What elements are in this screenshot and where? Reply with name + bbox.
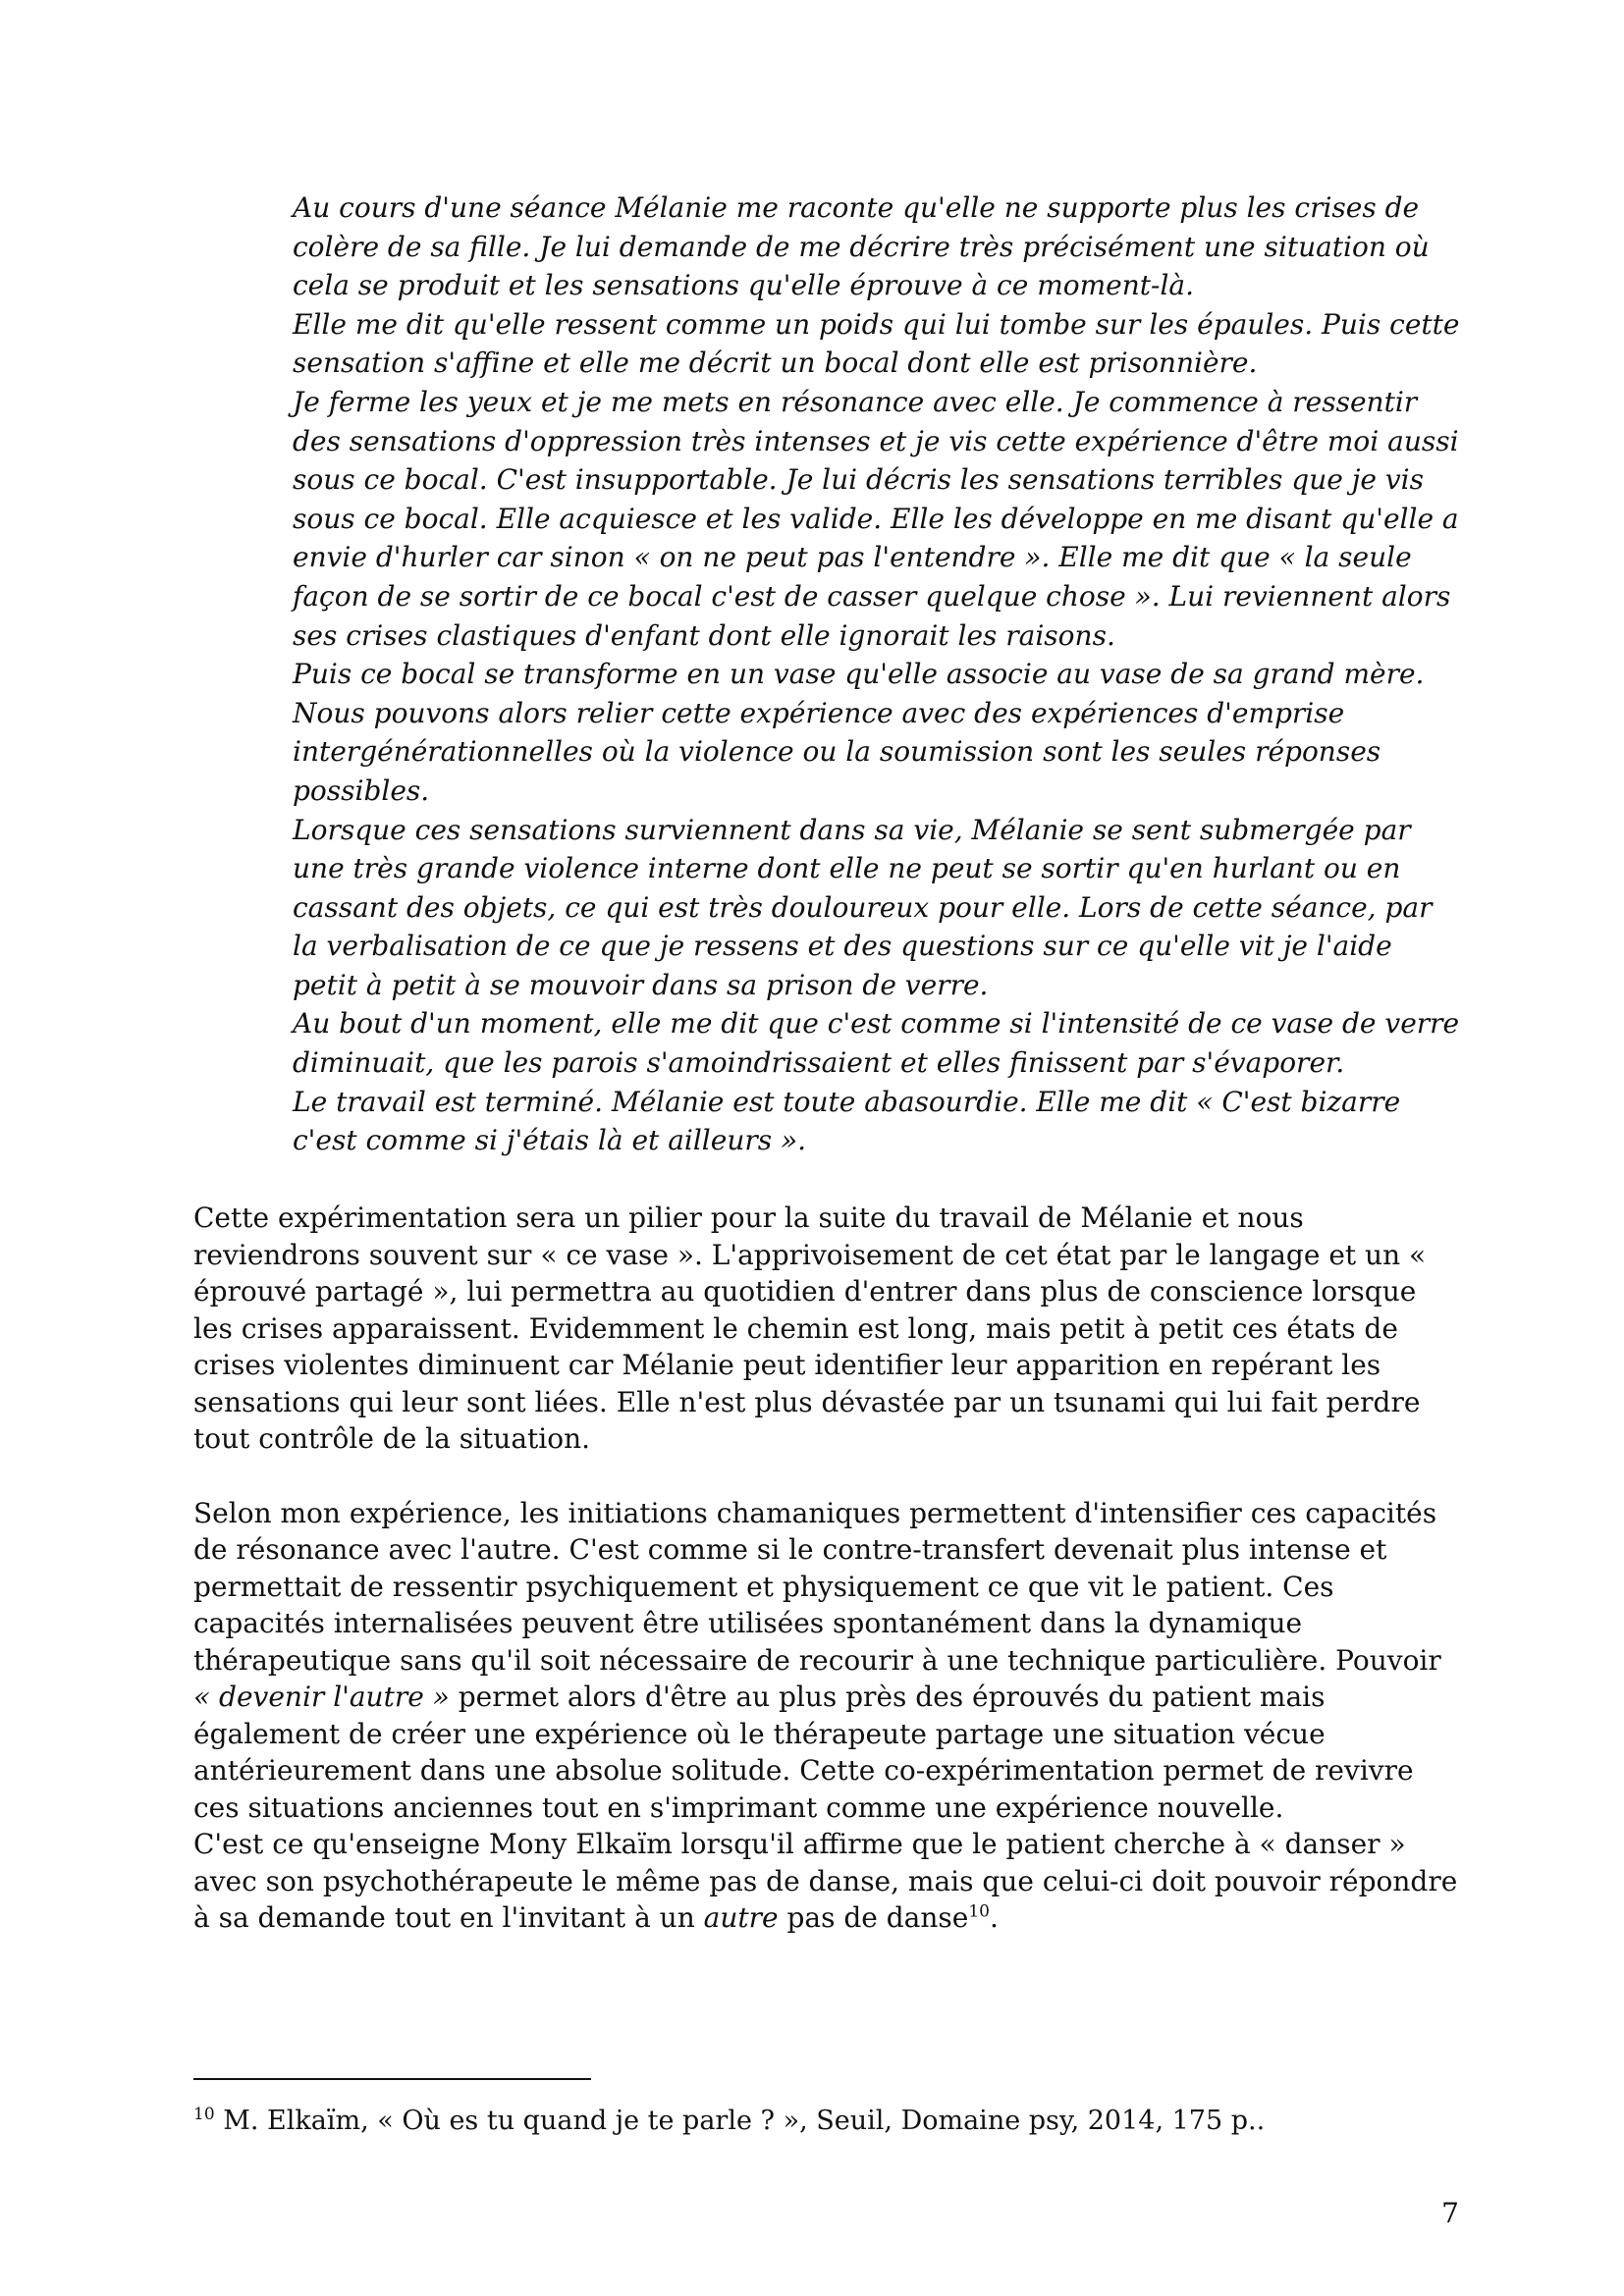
body-paragraph-3-emphasis: autre <box>703 1901 779 1934</box>
sentence-period: . <box>990 1901 999 1934</box>
case-study-quote <box>293 188 1461 1160</box>
footnote-number: 10 <box>193 2105 215 2124</box>
body-paragraph-3 <box>193 1826 1460 1937</box>
footnote-text: M. Elkaïm, « Où es tu quand je te parle ? », Seuil, Domaine psy, 2014, 175 p.. <box>214 2106 1266 2136</box>
body-paragraph-2-start: Selon mon expérience, les initiations chamaniques permettent d'intensifier ces capacités de résonance avec l'autre. C'est comme si le contre-transfert devenait plus intense et permettait de ressentir psychiquement et physiquement ce que vit le patient. Ces capacités internalisées peuvent être utilisées spontanément dans la dynamique thérapeutique sans qu'il soit nécessaire de recourir à une technique particulière. Pouvoir <box>193 1496 1441 1677</box>
quote-paragraph: Puis ce bocal se transforme en un vase qu'elle associe au vase de sa grand mère. Nous pouvons alors relier cette expérience avec des expériences d'emprise intergénérationnelles où la violence ou la soumission sont les seules réponses possibles. <box>293 658 1425 807</box>
body-paragraph-1: Cette expérimentation sera un pilier pour la suite du travail de Mélanie et nous reviendrons souvent sur « ce vase ». L'apprivoisement de cet état par le langage et un « éprouvé partagé », lui permettra au quotidien d'entrer dans plus de conscience lorsque les crises apparaissent. Evidemment le chemin est long, mais petit à petit ces états de crises violentes diminuent car Mélanie peut identifier leur apparition en repérant les sensations qui leur sont liées. Elle n'est plus dévastée par un tsunami qui lui fait perdre tout contrôle de la situation. <box>193 1201 1427 1455</box>
footnote-divider <box>193 2078 591 2080</box>
body-paragraph-3-end: pas de danse <box>778 1901 969 1934</box>
quote-paragraph: Au bout d'un moment, elle me dit que c'est comme si l'intensité de ce vase de verre diminuait, que les parois s'amoindrissaient et elles finissent par s'évaporer. <box>293 1007 1460 1080</box>
quote-paragraph: Au cours d'une séance Mélanie me raconte qu'elle ne supporte plus les crises de colère de sa fille. Je lui demande de me décrire très précisément une situation où cela se produit et les sensations qu'elle éprouve à ce moment-là. <box>293 191 1430 302</box>
body-text <box>193 1200 1460 1937</box>
quote-paragraph: Je ferme les yeux et je me mets en résonance avec elle. Je commence à ressentir des sensations d'oppression très intenses et je vis cette expérience d'être moi aussi sous ce bocal. C'est insupportable. Je lui décris les sensations terribles que je vis sous ce bocal. Elle acquiesce et les valide. Elle les développe en me disant qu'elle a envie d'hurler car sinon « on ne peut pas l'entendre ». Elle me dit que « la seule façon de se sortir de ce bocal c'est de casser quelque chose ». Lui reviennent alors ses crises clastiques d'enfant dont elle ignorait les raisons. <box>293 385 1459 652</box>
body-paragraph-2-emphasis: « devenir l'autre » <box>193 1681 450 1713</box>
quote-paragraph: Le travail est terminé. Mélanie est toute abasourdie. Elle me dit « C'est bizarre c'est comme si j'étais là et ailleurs ». <box>293 1085 1401 1157</box>
body-paragraph-3-start: C'est ce qu'enseigne Mony Elkaïm lorsqu'il affirme que le patient cherche à « danser » avec son psychothérapeute le même pas de danse, mais que celui-ci doit pouvoir répondre à sa demande tout en l'invitant à un <box>193 1828 1458 1934</box>
quote-paragraph: Lorsque ces sensations surviennent dans sa vie, Mélanie se sent submergée par une très grande violence interne dont elle ne peut se sortir qu'en hurlant ou en cassant des objets, ce qui est très douloureux pour elle. Lors de cette séance, par la verbalisation de ce que je ressens et des questions sur ce qu'elle vit je l'aide petit à petit à se mouvoir dans sa prison de verre. <box>293 813 1433 1001</box>
body-paragraph-2 <box>193 1495 1460 1827</box>
footnote <box>193 2104 1460 2139</box>
footnote-reference[interactable]: 10 <box>968 1901 990 1922</box>
page-number: 7 <box>1441 2197 1459 2229</box>
quote-paragraph: Elle me dit qu'elle ressent comme un poids qui lui tombe sur les épaules. Puis cette sensation s'affine et elle me décrit un bocal dont elle est prisonnière. <box>293 307 1460 380</box>
body-paragraph-2-end: permet alors d'être au plus près des éprouvés du patient mais également de créer une expérience où le thérapeute partage une situation vécue antérieurement dans une absolue solitude. Cette co-expérimentation permet de revivre ces situations anciennes tout en s'imprimant comme une expérience nouvelle. <box>193 1681 1414 1824</box>
